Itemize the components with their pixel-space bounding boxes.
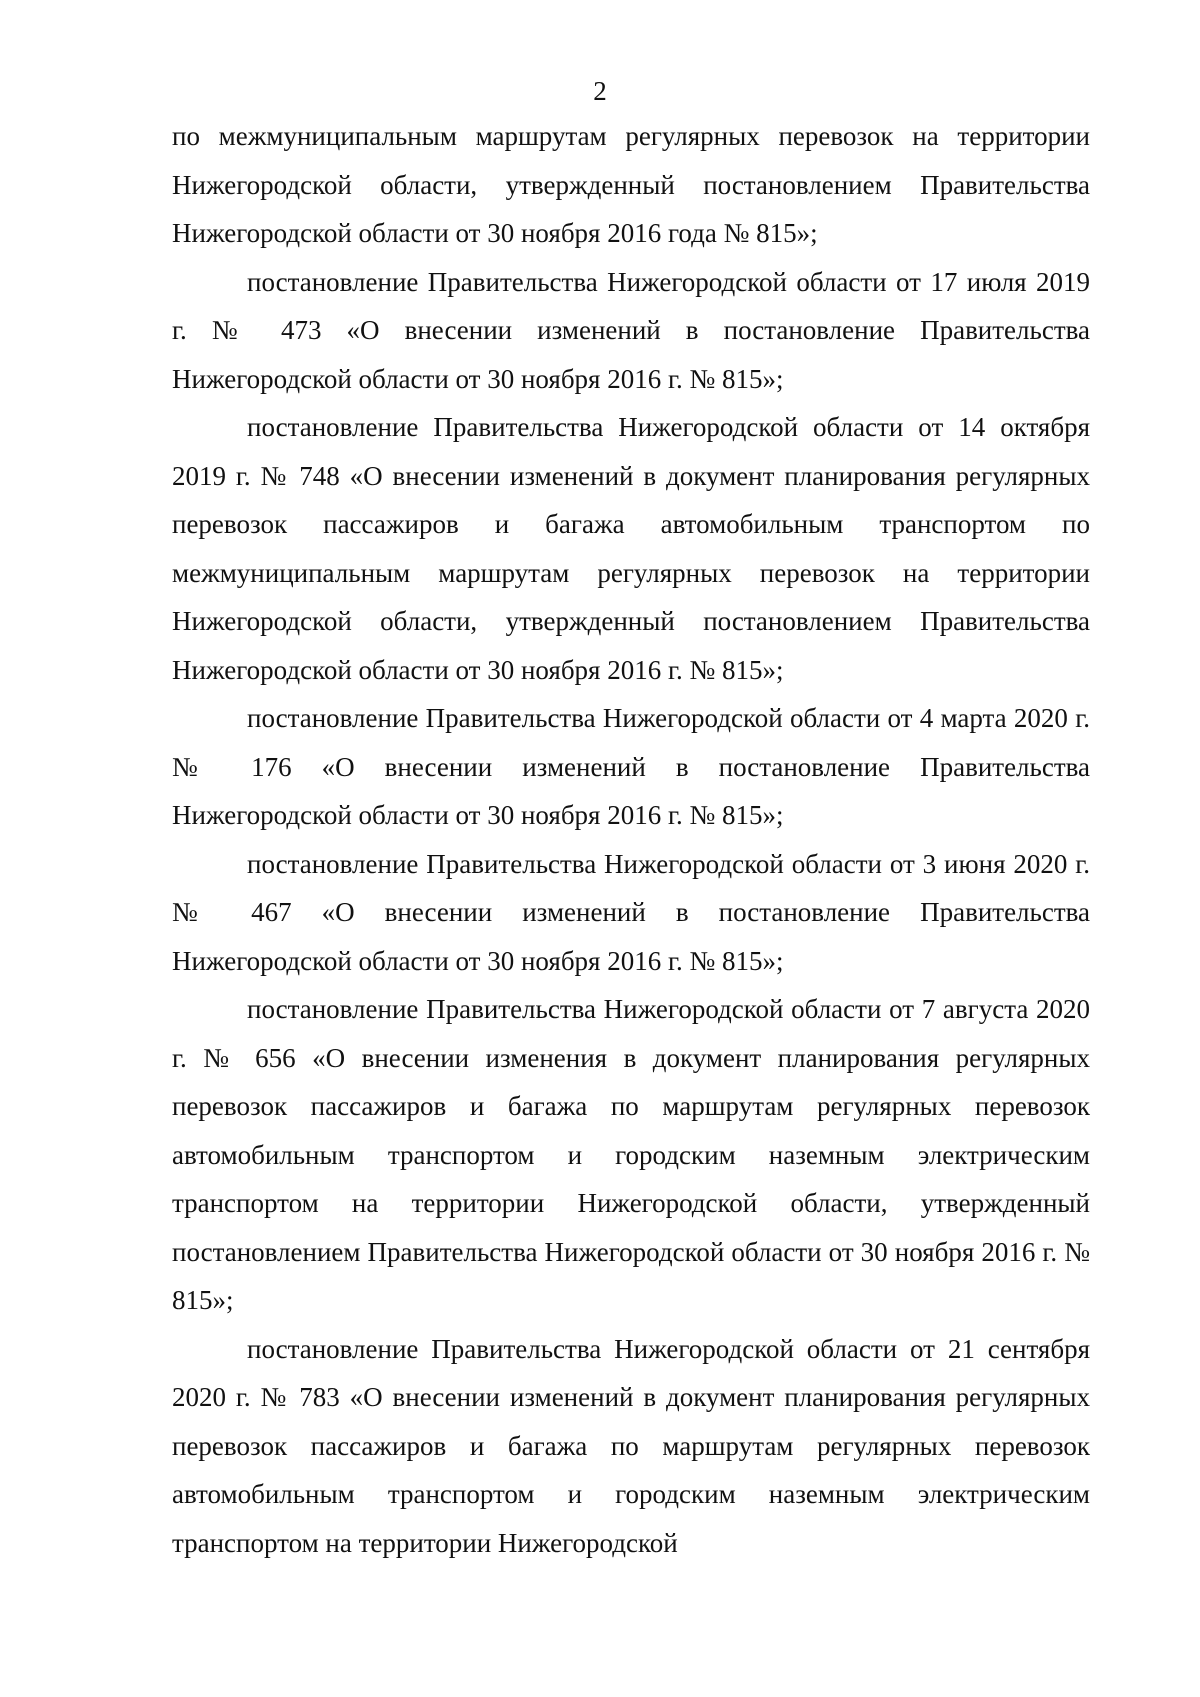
paragraph-resolution-748: постановление Правительства Нижегородской области от 14 октября 2019 г. № 748 «О внесении изменений в документ планирования регулярных перевозок пассажиров и багажа автомобильным транспортом по межмуниципальным маршрутам регулярных перевозок на территории Нижегородской области, утвержденный постановлением Правительства Нижегородской области от 30 ноября 2016 г. № 815»;	[172, 412, 1090, 685]
paragraph-resolution-656: постановление Правительства Нижегородской области от 7 августа 2020 г. № 656 «О внесении изменения в документ планирования регулярных перевозок пассажиров и багажа по маршрутам регулярных перевозок автомобильным транспортом и городским наземным электрическим транспортом на территории Нижегородской области, утвержденный постановлением Правительства Нижегородской области от 30 ноября 2016 г. № 815»;	[172, 994, 1090, 1315]
paragraph-continuation: по межмуниципальным маршрутам регулярных перевозок на территории Нижегородской области, утвержденный постановлением Правительства Нижегородской области от 30 ноября 2016 года № 815»;	[172, 121, 1090, 248]
paragraph-resolution-783: постановление Правительства Нижегородской области от 21 сентября 2020 г. № 783 «О внесении изменений в документ планирования регулярных перевозок пассажиров и багажа по маршрутам регулярных перевозок автомобильным транспортом и городским наземным электрическим транспортом на территории Нижегородской	[172, 1333, 1090, 1558]
paragraph-resolution-176: постановление Правительства Нижегородской области от 4 марта 2020 г. № 176 «О внесении изменений в постановление Правительства Нижегородской области от 30 ноября 2016 г. № 815»;	[172, 703, 1090, 830]
paragraph-resolution-473: постановление Правительства Нижегородской области от 17 июля 2019 г. № 473 «О внесении изменений в постановление Правительства Нижегородской области от 30 ноября 2016 г. № 815»;	[172, 266, 1090, 394]
document-body	[172, 112, 1090, 1567]
paragraph-resolution-467: постановление Правительства Нижегородской области от 3 июня 2020 г. № 467 «О внесении изменений в постановление Правительства Нижегородской области от 30 ноября 2016 г. № 815»;	[172, 848, 1090, 976]
page-number: 2	[593, 76, 607, 106]
